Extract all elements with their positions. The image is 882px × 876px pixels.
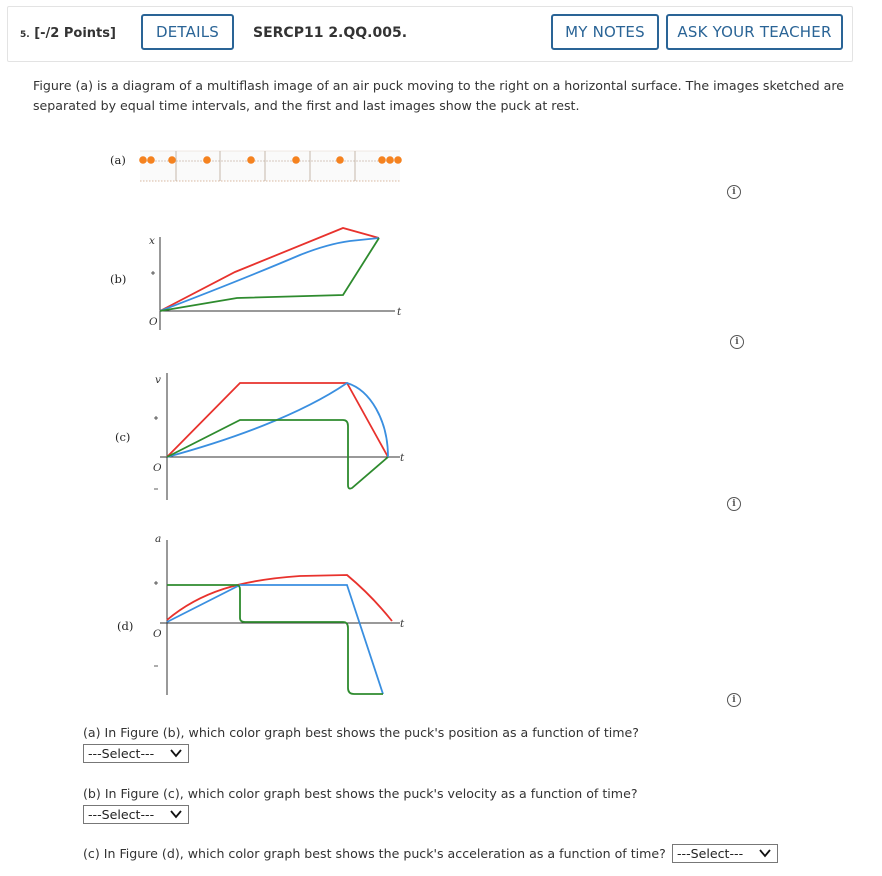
puck-image — [247, 156, 255, 164]
problem-statement: Figure (a) is a diagram of a multiflash image of an air puck moving to the right on a horizontal surface. The images sketched are separated by equal time intervals, and the first and last images show the puck at rest. — [33, 78, 844, 113]
axis-label-t: t — [400, 452, 405, 464]
chevron-down-icon — [759, 848, 771, 858]
answer-a-select[interactable] — [83, 744, 189, 763]
question-header — [7, 6, 853, 62]
origin-label: O — [153, 628, 162, 640]
answer-c-select[interactable] — [672, 844, 778, 863]
graph-c-velocity — [153, 373, 405, 500]
origin-label: O — [149, 316, 158, 328]
details-button[interactable]: DETAILS — [141, 14, 234, 50]
info-icon[interactable]: i — [727, 497, 741, 511]
question-number: 5. [-/2 Points] — [20, 26, 116, 41]
axis-label-x: x — [149, 235, 155, 247]
puck-image — [168, 156, 176, 164]
figure-label-b: (b) — [110, 272, 127, 286]
puck-image — [203, 156, 211, 164]
motion-graphs-figure — [100, 140, 420, 700]
puck-image — [394, 156, 402, 164]
graph-b-position — [149, 228, 402, 330]
chevron-down-icon — [170, 748, 182, 758]
figure-label-a: (a) — [110, 153, 126, 167]
info-icon[interactable]: i — [730, 335, 744, 349]
axis-label-a: a — [155, 533, 162, 545]
puck-image — [139, 156, 147, 164]
question-code: SERCP11 2.QQ.005. — [253, 25, 408, 41]
puck-image — [336, 156, 344, 164]
answer-c-select-value: ---Select--- — [677, 846, 744, 861]
green-position-curve — [160, 238, 379, 311]
axis-label-t: t — [397, 306, 402, 318]
question-c-text: (c) In Figure (d), which color graph best shows the puck's acceleration as a function of time? — [83, 846, 666, 861]
my-notes-button[interactable]: MY NOTES — [551, 14, 659, 50]
question-a-text: (a) In Figure (b), which color graph best shows the puck's position as a function of time? — [83, 725, 639, 740]
points-label: [-/2 Points] — [34, 26, 116, 41]
info-icon[interactable]: i — [727, 693, 741, 707]
answer-b-select[interactable] — [83, 805, 189, 824]
green-acceleration-curve — [167, 585, 383, 694]
chevron-down-icon — [170, 809, 182, 819]
axis-label-v: v — [155, 374, 161, 386]
answer-b-select-value: ---Select--- — [88, 807, 155, 822]
blue-position-curve — [160, 238, 379, 311]
red-acceleration-curve — [167, 575, 392, 621]
origin-label: O — [153, 462, 162, 474]
blue-acceleration-curve — [167, 585, 383, 694]
puck-image — [386, 156, 394, 164]
answer-a-select-value: ---Select--- — [88, 746, 155, 761]
puck-image — [378, 156, 386, 164]
multiflash-strip — [139, 151, 402, 181]
puck-image — [147, 156, 155, 164]
figure-label-c: (c) — [115, 430, 131, 444]
info-icon[interactable]: i — [727, 185, 741, 199]
ask-your-teacher-button[interactable]: ASK YOUR TEACHER — [666, 14, 843, 50]
graph-d-acceleration — [153, 533, 405, 695]
puck-image — [292, 156, 300, 164]
figure-label-d: (d) — [117, 619, 134, 633]
question-b-text: (b) In Figure (c), which color graph best shows the puck's velocity as a function of time? — [83, 786, 638, 801]
axis-label-t: t — [400, 618, 405, 630]
green-velocity-curve — [167, 420, 388, 489]
